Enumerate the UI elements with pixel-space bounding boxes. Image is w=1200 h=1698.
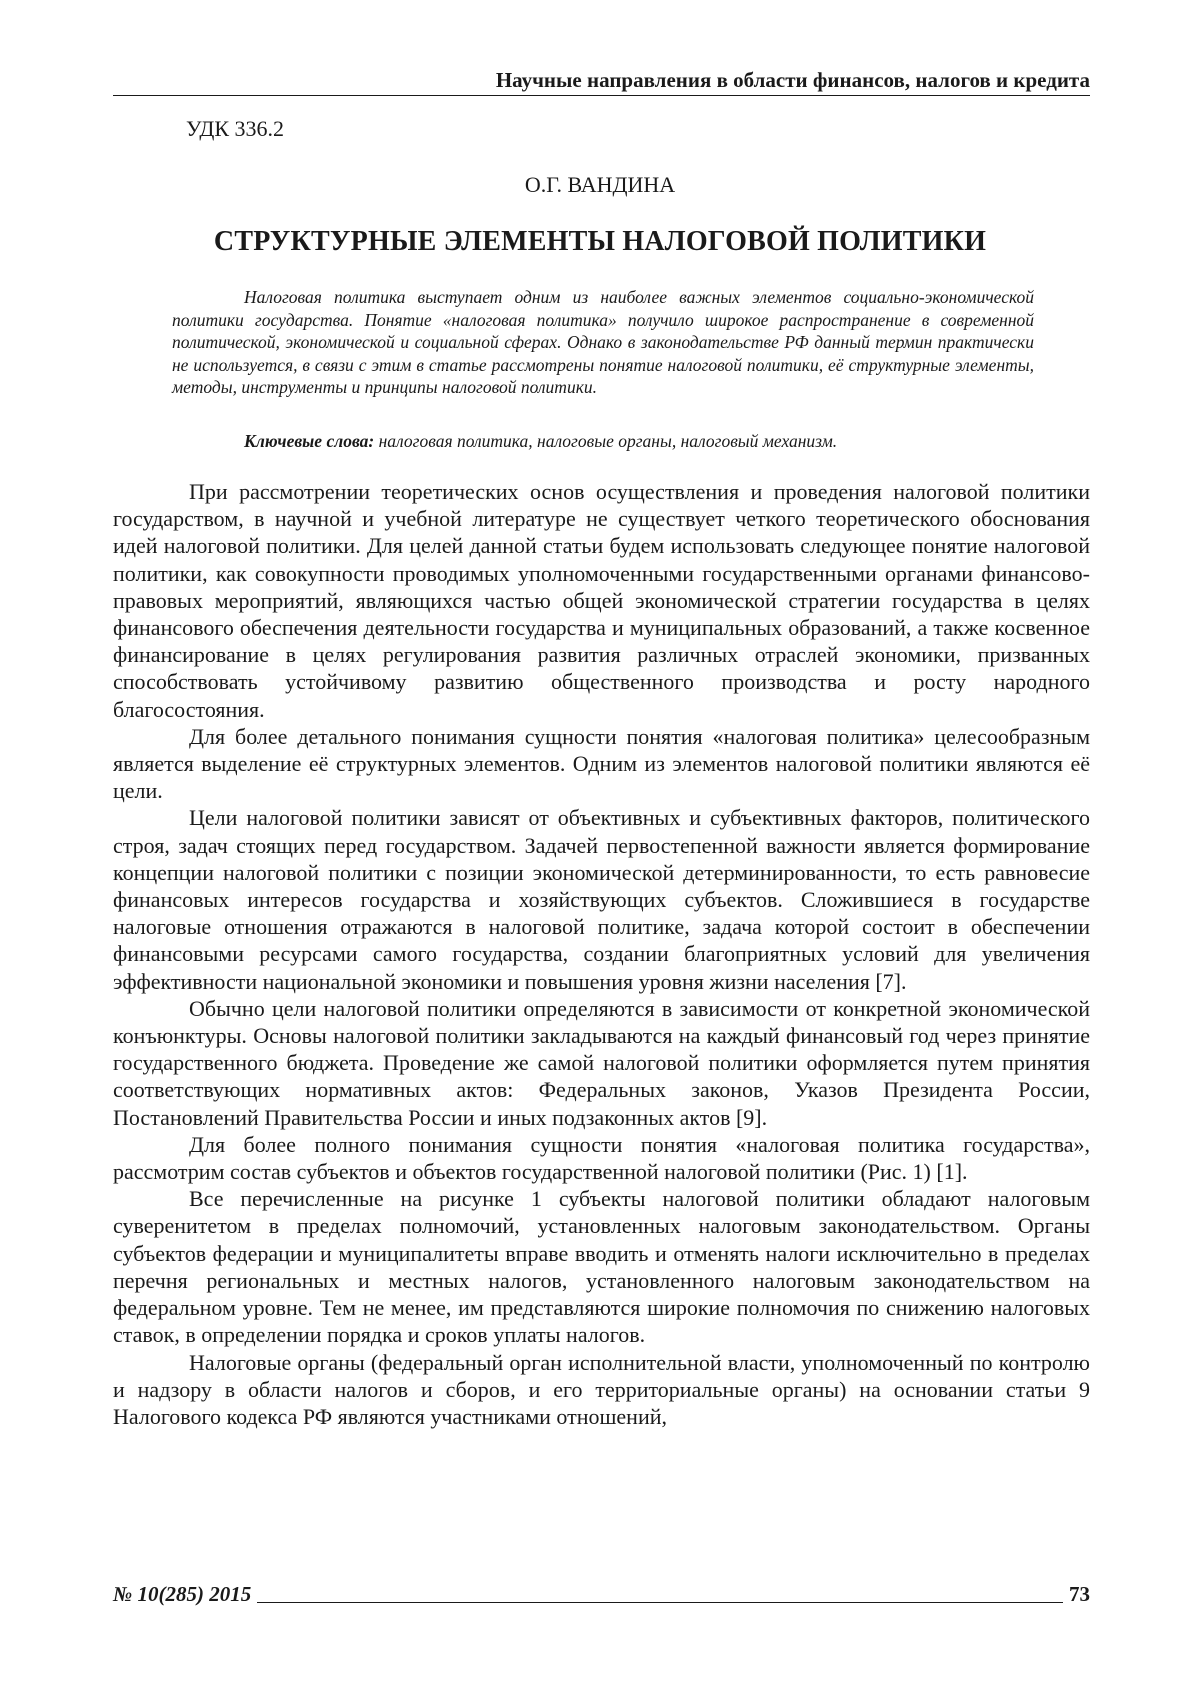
page-footer <box>113 1582 1090 1607</box>
body-paragraph: Для более полного понимания сущности понятия «налоговая политика государства», рассмотрим состав субъектов и объектов государственной налоговой политики (Рис. 1) [1]. <box>113 1131 1090 1185</box>
footer-rule <box>257 1602 1063 1603</box>
udk-code: УДК 336.2 <box>186 116 285 141</box>
keywords-label: Ключевые слова: <box>244 431 375 451</box>
abstract: Налоговая политика выступает одним из наиболее важных элементов социально-экономической политики государства. Понятие «налоговая политика» получило широкое распространение в современной политической, экономической и социальной сферах. Однако в законодательстве РФ данный термин практически не используется, в связи с этим в статье рассмотрены понятие налоговой политики, её структурные элементы, методы, инструменты и принципы налоговой политики. <box>172 287 1034 397</box>
body-paragraph: Обычно цели налоговой политики определяются в зависимости от конкретной экономической конъюнктуры. Основы налоговой политики закладываются на каждый финансовый год через принятие государственного бюджета. Проведение же самой налоговой политики оформляется путем принятия соответствующих нормативных актов: Федеральных законов, Указов Президента России, Постановлений Правительства России и иных подзаконных актов [9]. <box>113 995 1090 1130</box>
page-number: 73 <box>1069 1582 1090 1606</box>
body-paragraph: Для более детального понимания сущности понятия «налоговая политика» целесообразным является выделение её структурных элементов. Одним из элементов налоговой политики являются её цели. <box>113 723 1090 804</box>
article-title: СТРУКТУРНЫЕ ЭЛЕМЕНТЫ НАЛОГОВОЙ ПОЛИТИКИ <box>213 226 987 257</box>
body-paragraph: Все перечисленные на рисунке 1 субъекты налоговой политики обладают налоговым суверенитетом в пределах полномочий, установленных налоговым законодательством. Органы субъектов федерации и муниципалитеты вправе вводить и отменять налоги исключительно в пределах перечня региональных и местных налогов, установленного налоговым законодательством на федеральном уровне. Тем не менее, им представляются широкие полномочия по снижению налоговых ставок, в определении порядка и сроков уплаты налогов. <box>113 1186 1090 1348</box>
body-paragraph: При рассмотрении теоретических основ осуществления и проведения налоговой политики государством, в научной и учебной литературе не существует четкого теоретического обоснования идей налоговой политики. Для целей данной статьи будем использовать следующее понятие налоговой политики, как совокупности проводимых уполномоченными государственными органами финансово-правовых мероприятий, являющихся частью общей экономической стратегии государства в целях финансового обеспечения деятельности государства и муниципальных образований, а также косвенное финансирование в целях регулирования развития различных отраслей экономики, призванных способствовать устойчивому развитию общественного производства и росту народного благосостояния. <box>113 479 1090 722</box>
issue-number: № 10(285) 2015 <box>113 1582 252 1606</box>
keywords-line <box>244 430 837 453</box>
article-body <box>113 478 1090 1430</box>
keywords-text: налоговая политика, налоговые органы, налоговый механизм. <box>378 431 838 451</box>
body-paragraph: Налоговые органы (федеральный орган исполнительной власти, уполномоченный по контролю и надзору в области налогов и сборов, и его территориальные органы) на основании статьи 9 Налогового кодекса РФ являются участниками отношений, <box>113 1349 1090 1429</box>
author-name: О.Г. ВАНДИНА <box>524 172 676 197</box>
body-paragraph: Цели налоговой политики зависят от объективных и субъективных факторов, политического строя, задач стоящих перед государством. Задачей первостепенной важности является формирование концепции налоговой политики с позиции экономической детерминированности, то есть равновесие финансовых интересов государства и хозяйствующих субъектов. Сложившиеся в государстве налоговые отношения отражаются в налоговой политике, задача которой состоит в обеспечении финансовыми ресурсами самого государства, создании благоприятных условий для увеличения эффективности национальной экономики и повышения уровня жизни населения [7]. <box>113 805 1090 994</box>
running-header: Научные направления в области финансов, налогов и кредита <box>113 68 1090 96</box>
